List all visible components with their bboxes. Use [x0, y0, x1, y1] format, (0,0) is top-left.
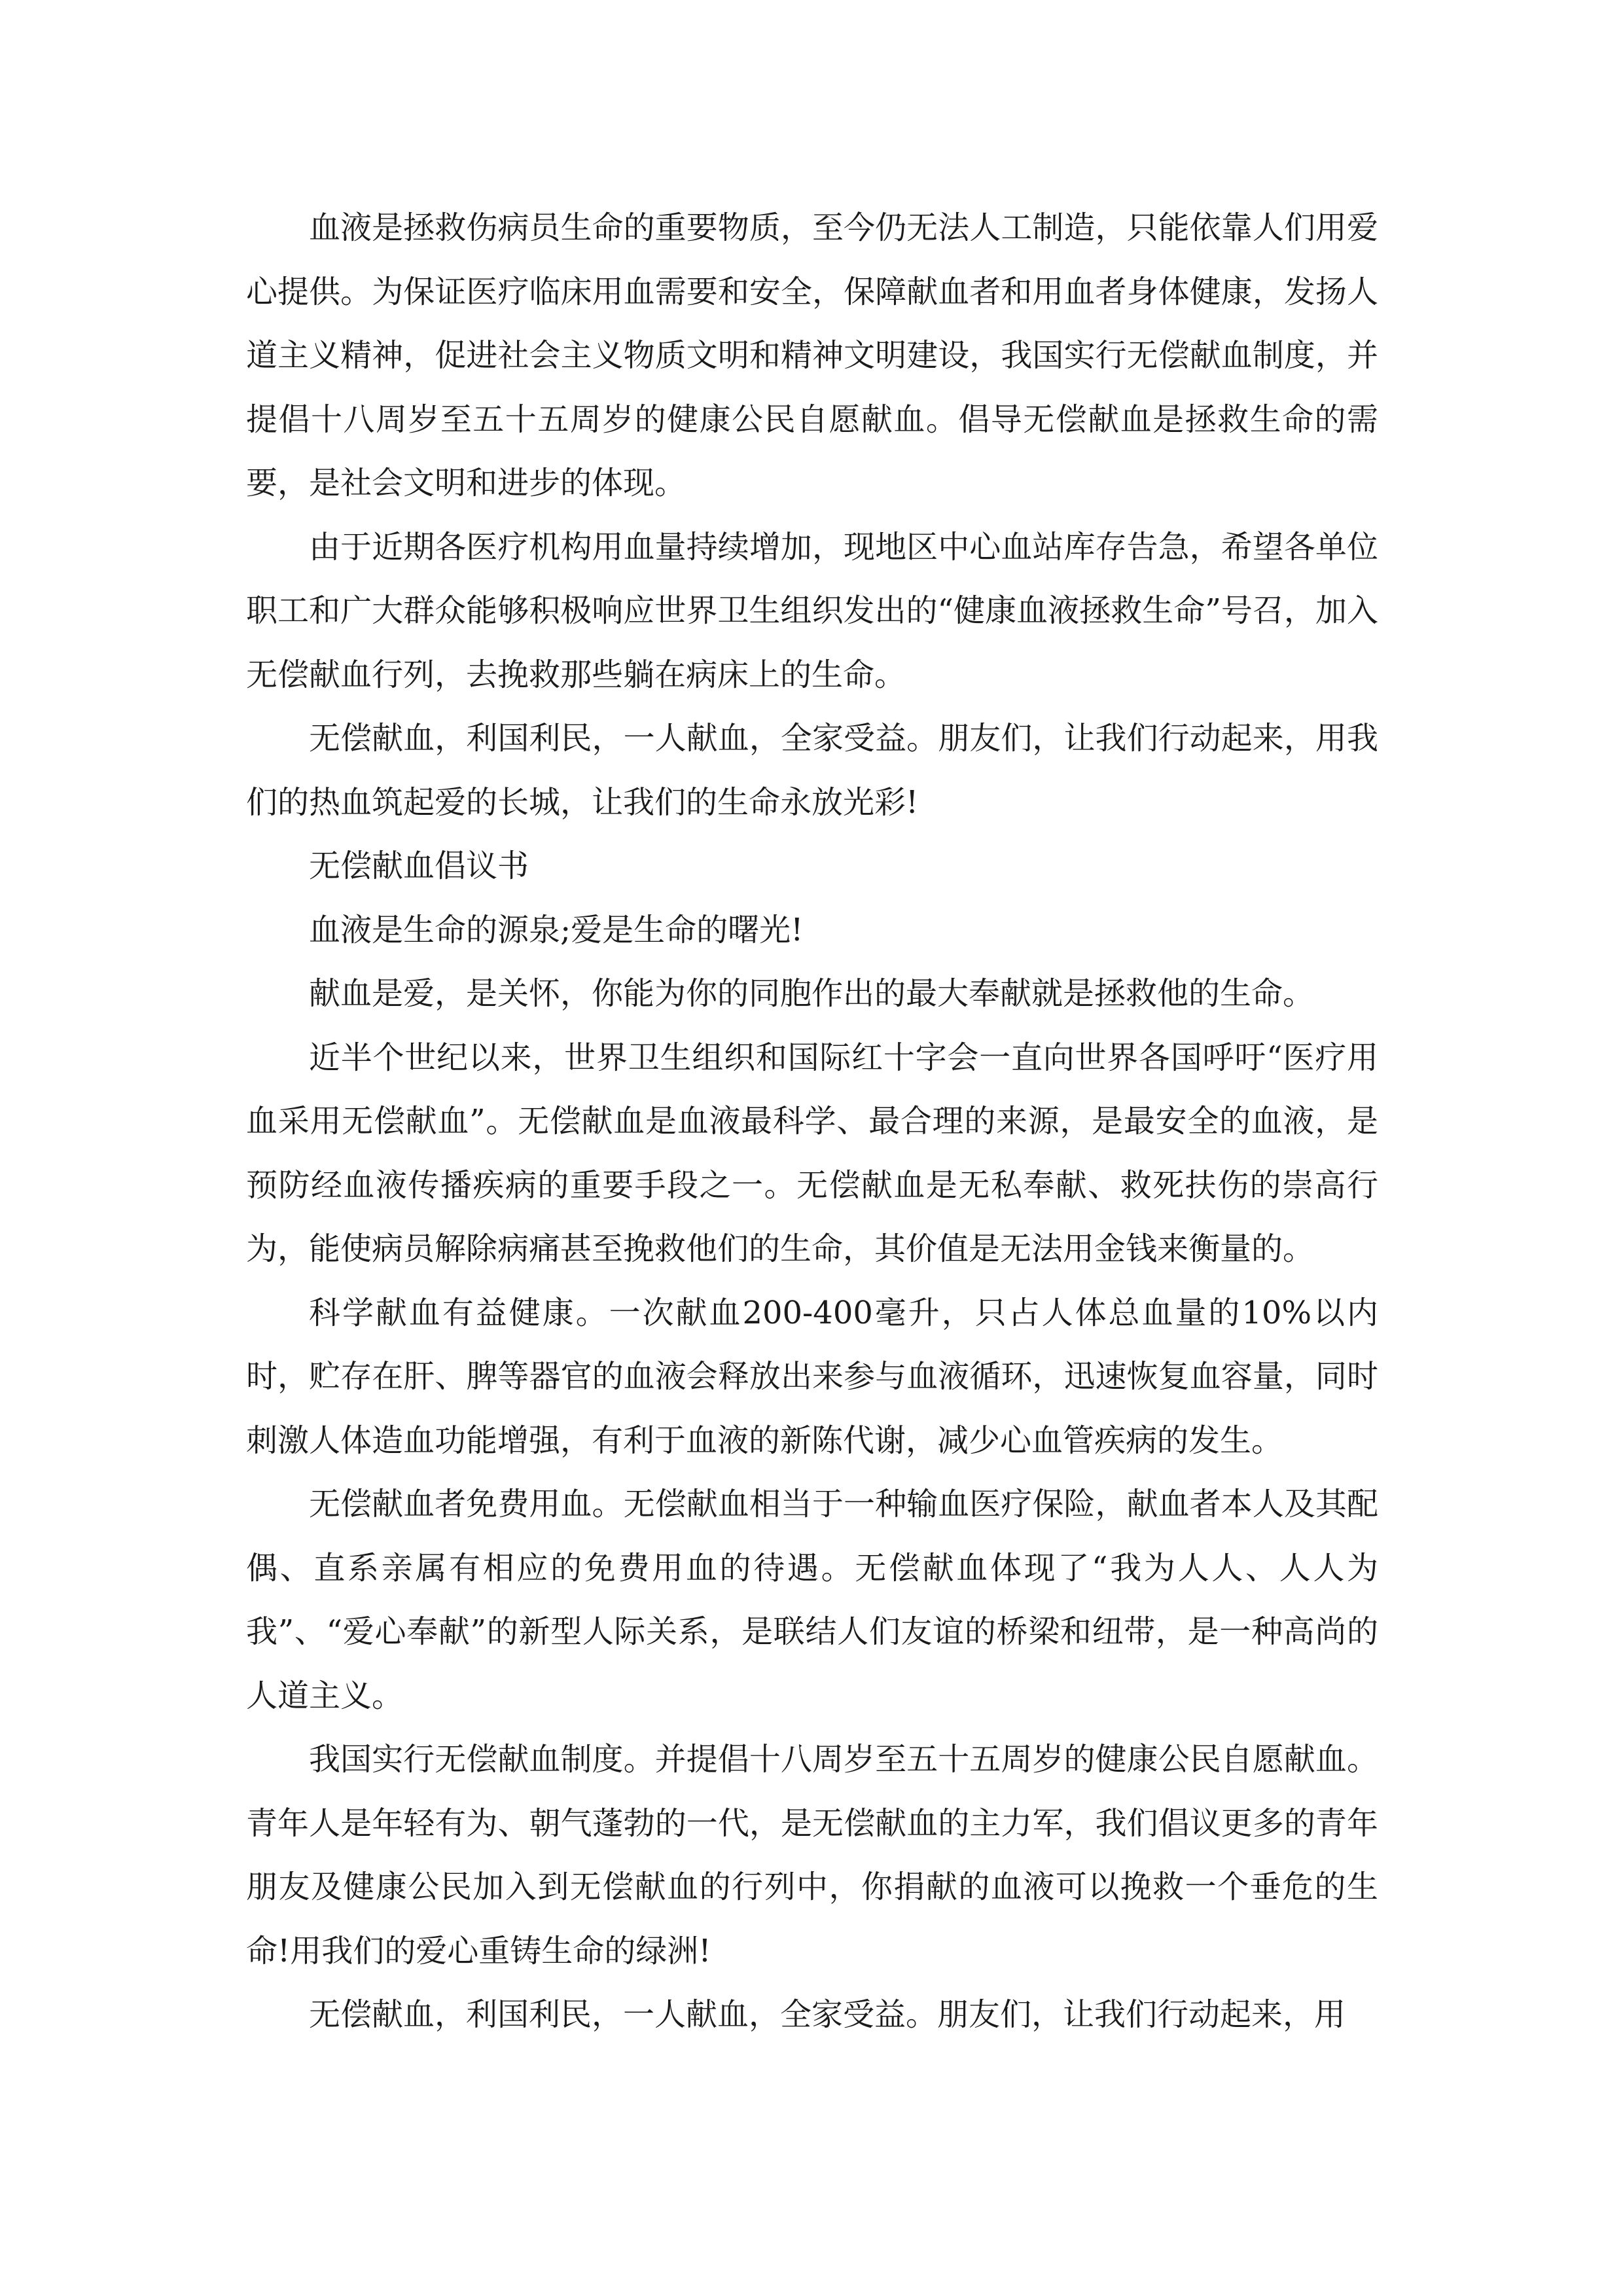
paragraph-urgent-appeal: 由于近期各医疗机构用血量持续增加，现地区中心血站库存告急，希望各单位职工和广大群众能够积极响应世界卫生组织发出的“健康血液拯救生命”号召，加入无偿献血行列，去挽救那些躺在病床上的生命。 — [246, 528, 1378, 693]
paragraph-free-blood: 无偿献血者免费用血。无偿献血相当于一种输血医疗保险，献血者本人及其配偶、直系亲属有相应的免费用血的待遇。无偿献血体现了“我为人人、人人为我”、“爱心奉献”的新型人际关系，是联结人们友谊的桥梁和纽带，是一种高尚的人道主义。 — [246, 1486, 1378, 1714]
paragraph-health-benefit: 科学献血有益健康。一次献血200-400毫升，只占人体总血量的10%以内时，贮存在肝、脾等器官的血液会释放出来参与血液循环，迅速恢复血容量，同时刺激人体造血功能增强，有利于血液的新陈代谢，减少心血管疾病的发生。 — [246, 1294, 1378, 1459]
paragraph-love-care: 献血是爱，是关怀，你能为你的同胞作出的最大奉献就是拯救他的生命。 — [309, 975, 1315, 1012]
paragraph-slogan: 血液是生命的源泉;爱是生命的曙光! — [309, 911, 804, 948]
paragraph-history: 近半个世纪以来，世界卫生组织和国际红十字会一直向世界各国呼吁“医疗用血采用无偿献血”。无偿献血是血液最科学、最合理的来源，是最安全的血液，是预防经血液传播疾病的重要手段之一。无偿献血是无私奉献、救死扶伤的崇高行为，能使病员解除病痛甚至挽救他们的生命，其价值是无法用金钱来衡量的。 — [246, 1039, 1378, 1267]
paragraph-intro: 血液是拯救伤病员生命的重要物质，至今仍无法人工制造，只能依靠人们用爱心提供。为保证医疗临床用血需要和安全，保障献血者和用血者身体健康，发扬人道主义精神，促进社会主义物质文明和精神文明建设，我国实行无偿献血制度，并提倡十八周岁至五十五周岁的健康公民自愿献血。倡导无偿献血是拯救生命的需要，是社会文明和进步的体现。 — [246, 209, 1378, 501]
paragraph-call-to-action: 无偿献血，利国利民，一人献血，全家受益。朋友们，让我们行动起来，用我们的热血筑起爱的长城，让我们的生命永放光彩! — [246, 720, 1378, 821]
paragraph-closing: 无偿献血，利国利民，一人献血，全家受益。朋友们，让我们行动起来，用 — [309, 1996, 1346, 2033]
paragraph-policy: 我国实行无偿献血制度。并提倡十八周岁至五十五周岁的健康公民自愿献血。青年人是年轻有为、朝气蓬勃的一代，是无偿献血的主力军，我们倡议更多的青年朋友及健康公民加入到无偿献血的行列中，你捐献的血液可以挽救一个垂危的生命!用我们的爱心重铸生命的绿洲! — [246, 1741, 1378, 1969]
document-body — [246, 196, 1378, 2047]
section-title: 无偿献血倡议书 — [309, 848, 529, 884]
